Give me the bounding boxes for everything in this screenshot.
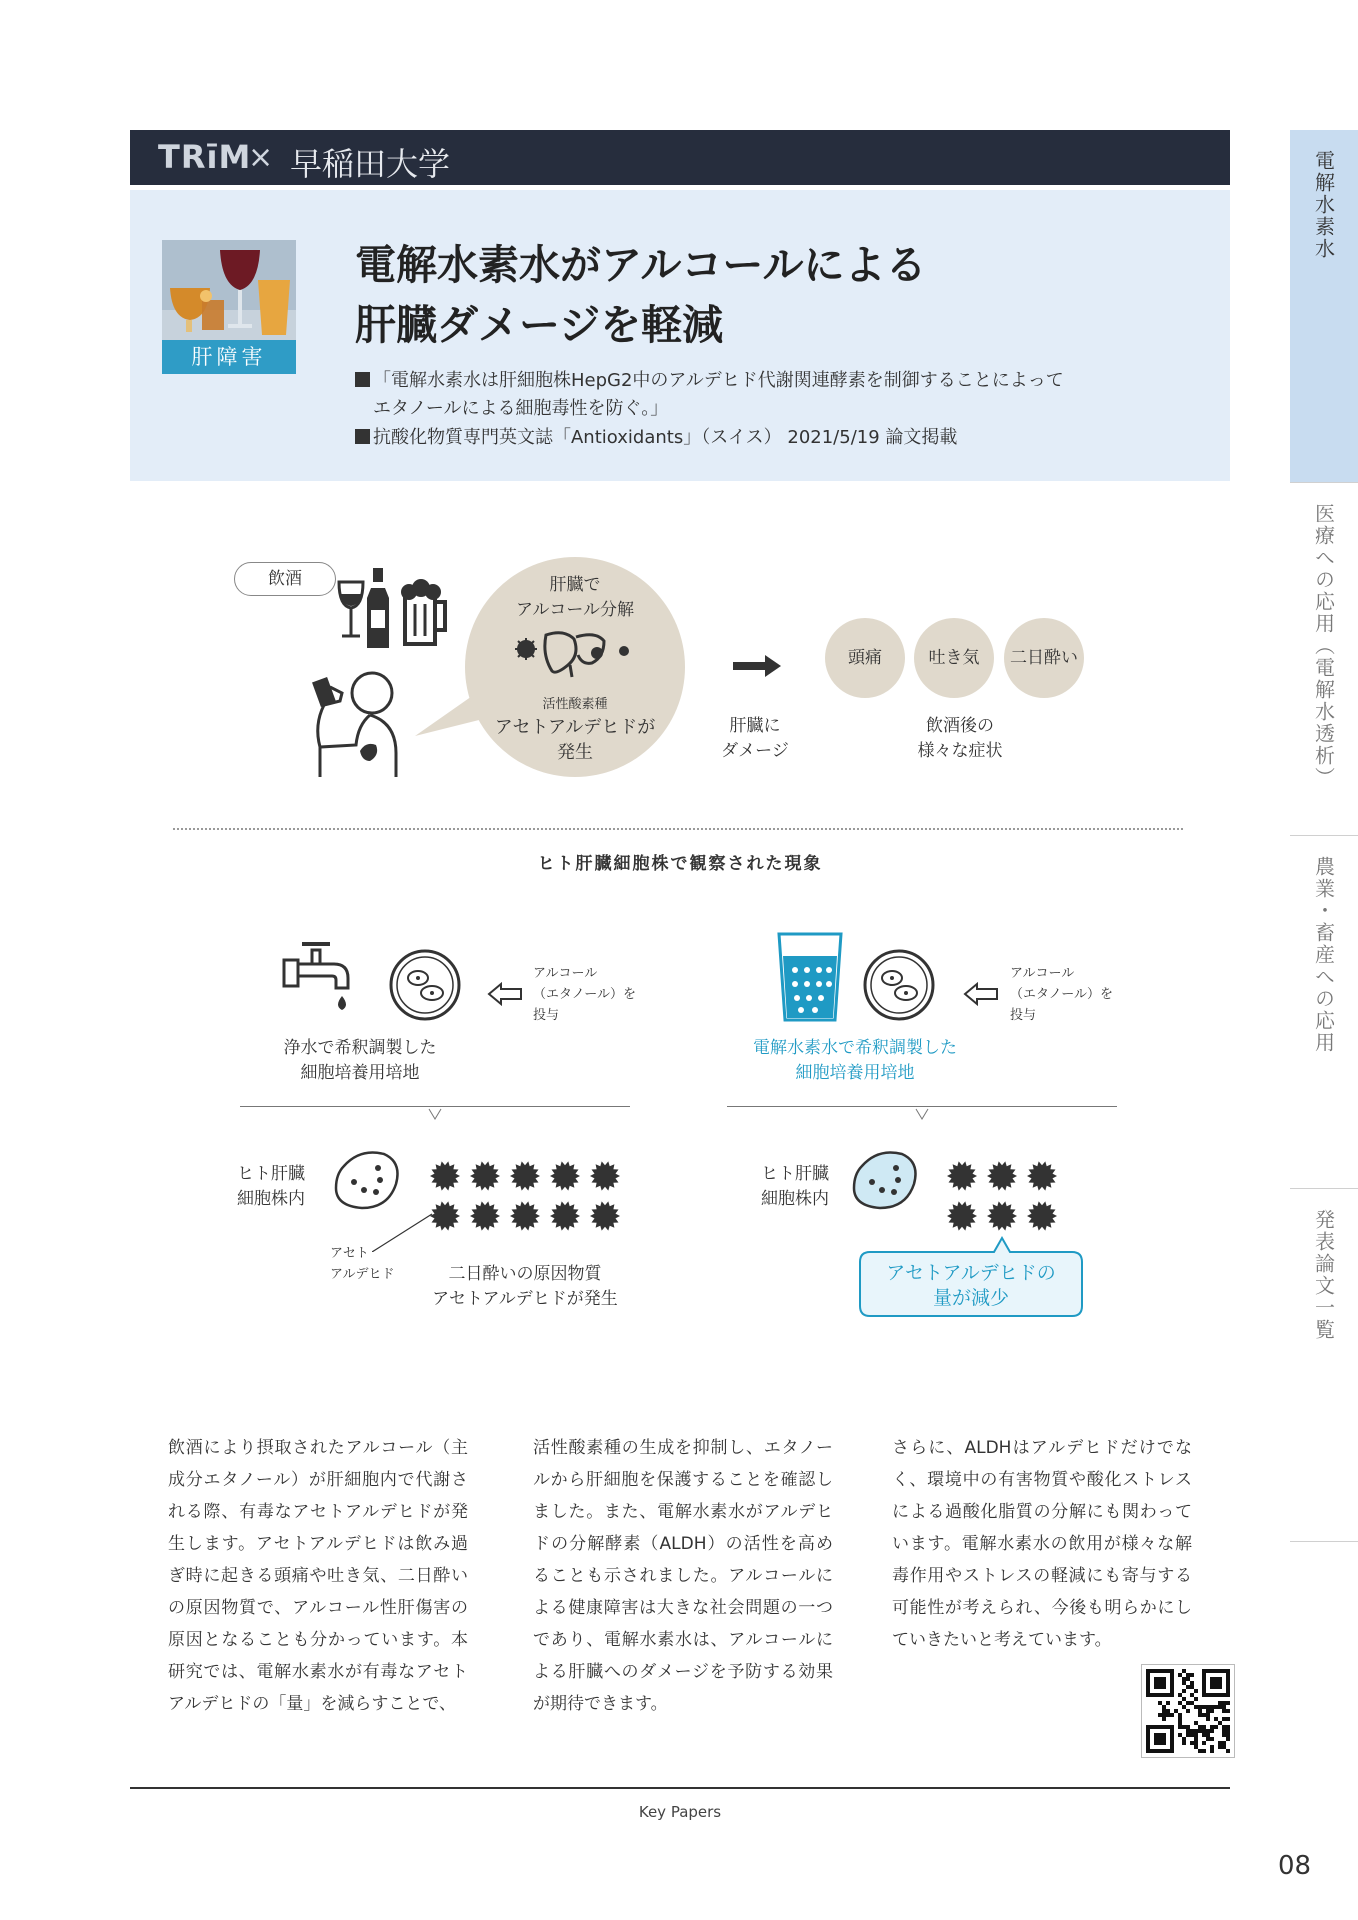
drinking-label: 飲酒 <box>234 562 336 596</box>
acetaldehyde-molecule-icon <box>430 1161 460 1190</box>
liver-damage-label: 肝臓に ダメージ <box>721 716 789 761</box>
acetaldehyde-molecules-right <box>945 1158 1065 1242</box>
sidebar-item-hydrogen-water[interactable] <box>1290 130 1358 483</box>
journal-info: 抗酸化物質専門英文誌「Antioxidants」（スイス） 2021/5/19 論文掲載 <box>355 424 957 452</box>
faucet-icon <box>282 930 367 1019</box>
acetaldehyde-molecule-icon <box>470 1201 500 1230</box>
sidebar-item-agriculture[interactable] <box>1290 836 1358 1189</box>
symptoms-caption: 飲酒後の 様々な症状 <box>917 716 1003 761</box>
acetaldehyde-molecules-left <box>428 1158 623 1242</box>
acetaldehyde-molecule-icon <box>590 1161 620 1190</box>
arrow-left-icon-right <box>963 982 999 1010</box>
acetaldehyde-molecule-icon <box>947 1201 977 1230</box>
body-column-2: 活性酸素種の生成を抑制し、エタノールから肝細胞を保護することを確認しました。また、電解水素水がアルデヒドの分解酵素（ALDH）の活性を高めることも示されました。アルコールによる健康障害は大きな社会問題の一つであり、電解水素水は、アルコールによる肝臓へのダメージを予防する効果が期待できます。 <box>533 1438 833 1714</box>
caret-down-icon <box>428 1105 442 1124</box>
page-title <box>355 235 927 355</box>
cell-icon-blue <box>848 1148 920 1218</box>
acetaldehyde-generated-label: アセトアルデヒドが 発生 <box>494 717 656 763</box>
petri-dish-icon-right <box>862 948 936 1026</box>
sidebar-item-label: 発表論文一覧 <box>1311 1209 1336 1341</box>
trim-logo: TRīM <box>158 138 252 176</box>
acetaldehyde-molecule-icon <box>947 1161 977 1190</box>
acetaldehyde-molecule-icon <box>987 1201 1017 1230</box>
sidebar-item-medical[interactable] <box>1290 483 1358 836</box>
qr-code[interactable] <box>1141 1664 1235 1758</box>
acetaldehyde-molecule-icon <box>510 1161 540 1190</box>
sidebar-item-papers[interactable] <box>1290 1189 1358 1542</box>
acetaldehyde-molecule-icon <box>1027 1201 1057 1230</box>
arrow-right-icon <box>733 655 781 681</box>
alcohol-note-right: アルコール （エタノール）を 投与 <box>1010 966 1113 1023</box>
square-bullet-icon <box>355 372 370 387</box>
sidebar-item-label: 電解水素水 <box>1311 150 1336 260</box>
acetaldehyde-molecule-icon <box>470 1161 500 1190</box>
paper-title-cont: エタノールによる細胞毒性を防ぐ。」 <box>373 398 669 419</box>
liver-breakdown-label: 肝臓で アルコール分解 <box>516 575 634 620</box>
water-glass-icon <box>775 930 845 1029</box>
hero-panel <box>130 190 1230 481</box>
page-number: 08 <box>1278 1851 1312 1881</box>
header-bar <box>130 130 1230 185</box>
paper-title: 「電解水素水は肝細胞株HepG2中のアルデヒド代謝関連酵素を制御することによって <box>355 367 1064 395</box>
title-line-2: 肝臓ダメージを軽減 <box>355 301 724 349</box>
footer-label: Key Papers <box>638 1803 722 1821</box>
symptom-headache: 頭痛 <box>825 618 905 698</box>
acetaldehyde-molecule-icon <box>550 1201 580 1230</box>
cross-mark: × <box>248 140 274 175</box>
symptom-nausea: 吐き気 <box>914 618 994 698</box>
left-result-label: 二日酔いの原因物質 アセトアルデヒドが発生 <box>432 1264 618 1309</box>
alcohol-note-left: アルコール （エタノール）を 投与 <box>533 966 636 1023</box>
liver-icon <box>512 625 642 684</box>
observation-heading: ヒト肝臓細胞株で観察された現象 <box>537 854 823 874</box>
right-result-label: アセトアルデヒドの 量が減少 <box>886 1262 1056 1309</box>
cell-line-label-left: ヒト肝臓 細胞株内 <box>237 1164 305 1209</box>
dotted-divider <box>173 828 1183 830</box>
body-column-1: 飲酒により摂取されたアルコール（主成分エタノール）が肝細胞内で代謝される際、有毒なアセトアルデヒドが発生します。アセトアルデヒドは飲み過ぎ時に起きる頭痛や吐き気、二日酔いの原因物質で、アルコール性肝傷害の原因となることも分かっています。本研究では、電解水素水が有毒なアセトアルデヒドの「量」を減らすことで、 <box>168 1438 468 1714</box>
petri-dish-icon <box>388 948 462 1026</box>
sidebar-item-label: 農業・畜産への応用 <box>1311 856 1336 1054</box>
alcohol-bottles-icon <box>335 568 450 654</box>
hydrogen-water-medium-label: 電解水素水で希釈調製した 細胞培養用培地 <box>753 1038 957 1083</box>
title-line-1: 電解水素水がアルコールによる <box>355 241 927 289</box>
cell-icon <box>330 1148 402 1218</box>
sidebar-item-label: 医療への応用（電解水透析） <box>1311 503 1336 789</box>
purified-water-medium-label: 浄水で希釈調製した 細胞培養用培地 <box>283 1038 437 1083</box>
acetaldehyde-molecule-icon <box>987 1161 1017 1190</box>
acetaldehyde-molecule-icon <box>590 1201 620 1230</box>
drinks-photo <box>162 240 296 340</box>
cell-line-label-right: ヒト肝臓 細胞株内 <box>761 1164 829 1209</box>
square-bullet-icon <box>355 429 370 444</box>
body-column-3: さらに、ALDHはアルデヒドだけでなく、環境中の有害物質や酸化ストレスによる過酸化脂質の分解にも関わっています。電解水素水の飲用が様々な解毒作用やストレスの軽減にも寄与する可能性が考えられ、今後も明らかにしていきたいと考えています。 <box>892 1438 1192 1650</box>
ros-label: 活性酸素種 <box>542 697 608 712</box>
university-name: 早稲田大学 <box>290 145 451 183</box>
acetaldehyde-small-label: アセト アルデヒド <box>330 1246 395 1282</box>
symptom-hangover: 二日酔い <box>1004 618 1084 698</box>
category-tag: 肝障害 <box>162 340 296 374</box>
acetaldehyde-molecule-icon <box>510 1201 540 1230</box>
arrow-left-icon <box>487 982 523 1010</box>
drinking-person-icon <box>310 665 420 784</box>
caret-down-icon-right <box>915 1105 929 1124</box>
footer-rule <box>130 1787 1230 1789</box>
acetaldehyde-molecule-icon <box>550 1161 580 1190</box>
acetaldehyde-molecule-icon <box>1027 1161 1057 1190</box>
